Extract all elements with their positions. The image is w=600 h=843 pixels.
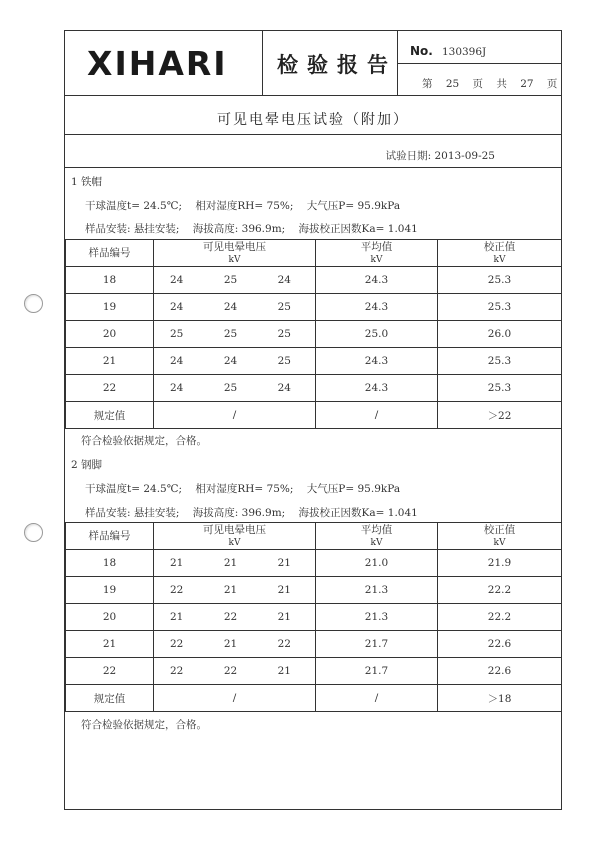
report-frame — [64, 30, 562, 810]
header-avg-unit: kV — [370, 537, 383, 548]
table-row — [66, 321, 562, 348]
report-no-value: 130396J — [441, 46, 487, 58]
cell-corr: 22.2 — [438, 604, 562, 631]
table-header-row — [66, 523, 562, 550]
cell-v3: 21 — [277, 611, 291, 623]
report-no-label: No. — [410, 44, 433, 58]
spec-avg: / — [316, 685, 438, 712]
cell-voltages — [154, 294, 316, 321]
cell-v3: 25 — [277, 328, 291, 340]
cell-corr: 22.6 — [438, 658, 562, 685]
cell-v2: 25 — [223, 382, 238, 394]
cell-v1: 24 — [170, 355, 184, 367]
spec-avg: / — [316, 402, 438, 429]
spec-row — [66, 402, 562, 429]
test-title: 可见电晕电压试验（附加） — [217, 112, 409, 128]
table-row — [66, 550, 562, 577]
table-header-row — [66, 240, 562, 267]
cell-v3: 21 — [277, 665, 291, 677]
spec-label: 规定值 — [66, 685, 154, 712]
report-no — [410, 40, 486, 59]
cell-v2: 24 — [223, 355, 238, 367]
cell-voltages — [154, 375, 316, 402]
spec-corr: ＞18 — [438, 685, 562, 712]
cell-corr: 22.6 — [438, 631, 562, 658]
header-divider-1 — [262, 31, 263, 95]
cell-v3: 25 — [277, 355, 291, 367]
cell-sample-id: 21 — [66, 631, 154, 658]
spec-voltage: / — [154, 402, 316, 429]
cell-v2: 22 — [223, 611, 238, 623]
cell-avg: 25.0 — [316, 321, 438, 348]
header-divider-3 — [397, 63, 561, 64]
cell-voltages — [154, 321, 316, 348]
cell-avg: 21.7 — [316, 658, 438, 685]
section-1-title: 1 铁帽 — [71, 176, 103, 188]
cell-corr: 22.2 — [438, 577, 562, 604]
cell-sample-id: 18 — [66, 267, 154, 294]
cell-avg: 21.3 — [316, 577, 438, 604]
punch-hole-top — [24, 294, 43, 313]
cell-v2: 22 — [223, 665, 238, 677]
cell-v1: 25 — [170, 328, 184, 340]
cell-v1: 22 — [170, 638, 184, 650]
cell-avg: 21.3 — [316, 604, 438, 631]
header-avg-label: 平均值 — [360, 523, 393, 536]
cell-sample-id: 18 — [66, 550, 154, 577]
title-bottom-rule — [65, 134, 561, 135]
cell-sample-id: 19 — [66, 577, 154, 604]
table-row — [66, 577, 562, 604]
cell-v2: 25 — [223, 274, 238, 286]
header-corr-label: 校正值 — [483, 523, 516, 536]
cell-v2: 21 — [223, 638, 238, 650]
cell-corr: 25.3 — [438, 375, 562, 402]
section-2-conditions-2: 样品安装: 悬挂安装; 海拔高度: 396.9m; 海拔校正因数Ka= 1.041 — [85, 507, 418, 519]
section-1-table — [65, 239, 562, 429]
date-bottom-rule — [65, 167, 561, 168]
cell-sample-id: 20 — [66, 321, 154, 348]
header-corr-unit: kV — [493, 254, 506, 265]
header-corr — [438, 523, 562, 550]
table-row — [66, 375, 562, 402]
header-voltage-unit: kV — [228, 254, 241, 265]
cell-sample-id: 22 — [66, 375, 154, 402]
cell-voltages — [154, 550, 316, 577]
cell-sample-id: 20 — [66, 604, 154, 631]
header-voltage-unit: kV — [228, 537, 241, 548]
cell-avg: 24.3 — [316, 375, 438, 402]
report-title: 检验报告 — [277, 52, 397, 77]
section-1-conclusion: 符合检验依据规定，合格。 — [81, 435, 207, 447]
punch-hole-bottom — [24, 523, 43, 542]
section-2-conclusion: 符合检验依据规定，合格。 — [81, 719, 207, 731]
cell-avg: 21.7 — [316, 631, 438, 658]
cell-corr: 25.3 — [438, 348, 562, 375]
header-corr-label: 校正值 — [483, 240, 516, 253]
cell-v1: 21 — [170, 557, 184, 569]
cell-corr: 21.9 — [438, 550, 562, 577]
header-avg — [316, 523, 438, 550]
section-1-conditions-1: 干球温度t= 24.5℃; 相对湿度RH= 75%; 大气压P= 95.9kPa — [85, 200, 401, 212]
section-2-conditions-1: 干球温度t= 24.5℃; 相对湿度RH= 75%; 大气压P= 95.9kPa — [85, 483, 401, 495]
cell-corr: 26.0 — [438, 321, 562, 348]
test-date: 试验日期: 2013-09-25 — [385, 150, 495, 162]
header-avg-label: 平均值 — [360, 240, 393, 253]
cell-v3: 21 — [277, 557, 291, 569]
spec-corr: ＞22 — [438, 402, 562, 429]
cell-sample-id: 21 — [66, 348, 154, 375]
cell-v2: 24 — [223, 301, 238, 313]
table-row — [66, 294, 562, 321]
cell-v3: 24 — [277, 274, 291, 286]
header-avg — [316, 240, 438, 267]
cell-avg: 21.0 — [316, 550, 438, 577]
cell-avg: 24.3 — [316, 294, 438, 321]
cell-v3: 22 — [277, 638, 291, 650]
cell-v1: 22 — [170, 584, 184, 596]
table-row — [66, 658, 562, 685]
spec-voltage: / — [154, 685, 316, 712]
header-voltage — [154, 240, 316, 267]
cell-v3: 25 — [277, 301, 291, 313]
header-voltage — [154, 523, 316, 550]
table-row — [66, 267, 562, 294]
cell-sample-id: 19 — [66, 294, 154, 321]
cell-v1: 24 — [170, 274, 184, 286]
cell-v1: 21 — [170, 611, 184, 623]
cell-v2: 25 — [223, 328, 238, 340]
cell-v1: 22 — [170, 665, 184, 677]
cell-v2: 21 — [223, 557, 238, 569]
cell-voltages — [154, 658, 316, 685]
cell-v1: 24 — [170, 382, 184, 394]
header-corr-unit: kV — [493, 537, 506, 548]
cell-avg: 24.3 — [316, 267, 438, 294]
cell-v3: 24 — [277, 382, 291, 394]
table-row — [66, 348, 562, 375]
section-2-title: 2 钢脚 — [71, 459, 103, 471]
cell-v1: 24 — [170, 301, 184, 313]
spec-label: 规定值 — [66, 402, 154, 429]
header-sample: 样品编号 — [66, 240, 154, 267]
title-top-rule — [65, 95, 561, 96]
header-voltage-label: 可见电晕电压 — [203, 523, 266, 536]
table-row — [66, 631, 562, 658]
cell-v3: 21 — [277, 584, 291, 596]
header-corr — [438, 240, 562, 267]
cell-voltages — [154, 348, 316, 375]
page-indicator: 第 25 页 共 27 页 — [422, 78, 558, 90]
header-voltage-label: 可见电晕电压 — [203, 240, 266, 253]
cell-voltages — [154, 604, 316, 631]
cell-corr: 25.3 — [438, 294, 562, 321]
header-sample: 样品编号 — [66, 523, 154, 550]
table-row — [66, 604, 562, 631]
cell-voltages — [154, 631, 316, 658]
company-logo: XIHARI — [87, 44, 228, 83]
section-2-table — [65, 522, 562, 712]
cell-corr: 25.3 — [438, 267, 562, 294]
cell-avg: 24.3 — [316, 348, 438, 375]
section-1-conditions-2: 样品安装: 悬挂安装; 海拔高度: 396.9m; 海拔校正因数Ka= 1.041 — [85, 223, 418, 235]
cell-v2: 21 — [223, 584, 238, 596]
header-avg-unit: kV — [370, 254, 383, 265]
cell-sample-id: 22 — [66, 658, 154, 685]
cell-voltages — [154, 267, 316, 294]
spec-row — [66, 685, 562, 712]
cell-voltages — [154, 577, 316, 604]
